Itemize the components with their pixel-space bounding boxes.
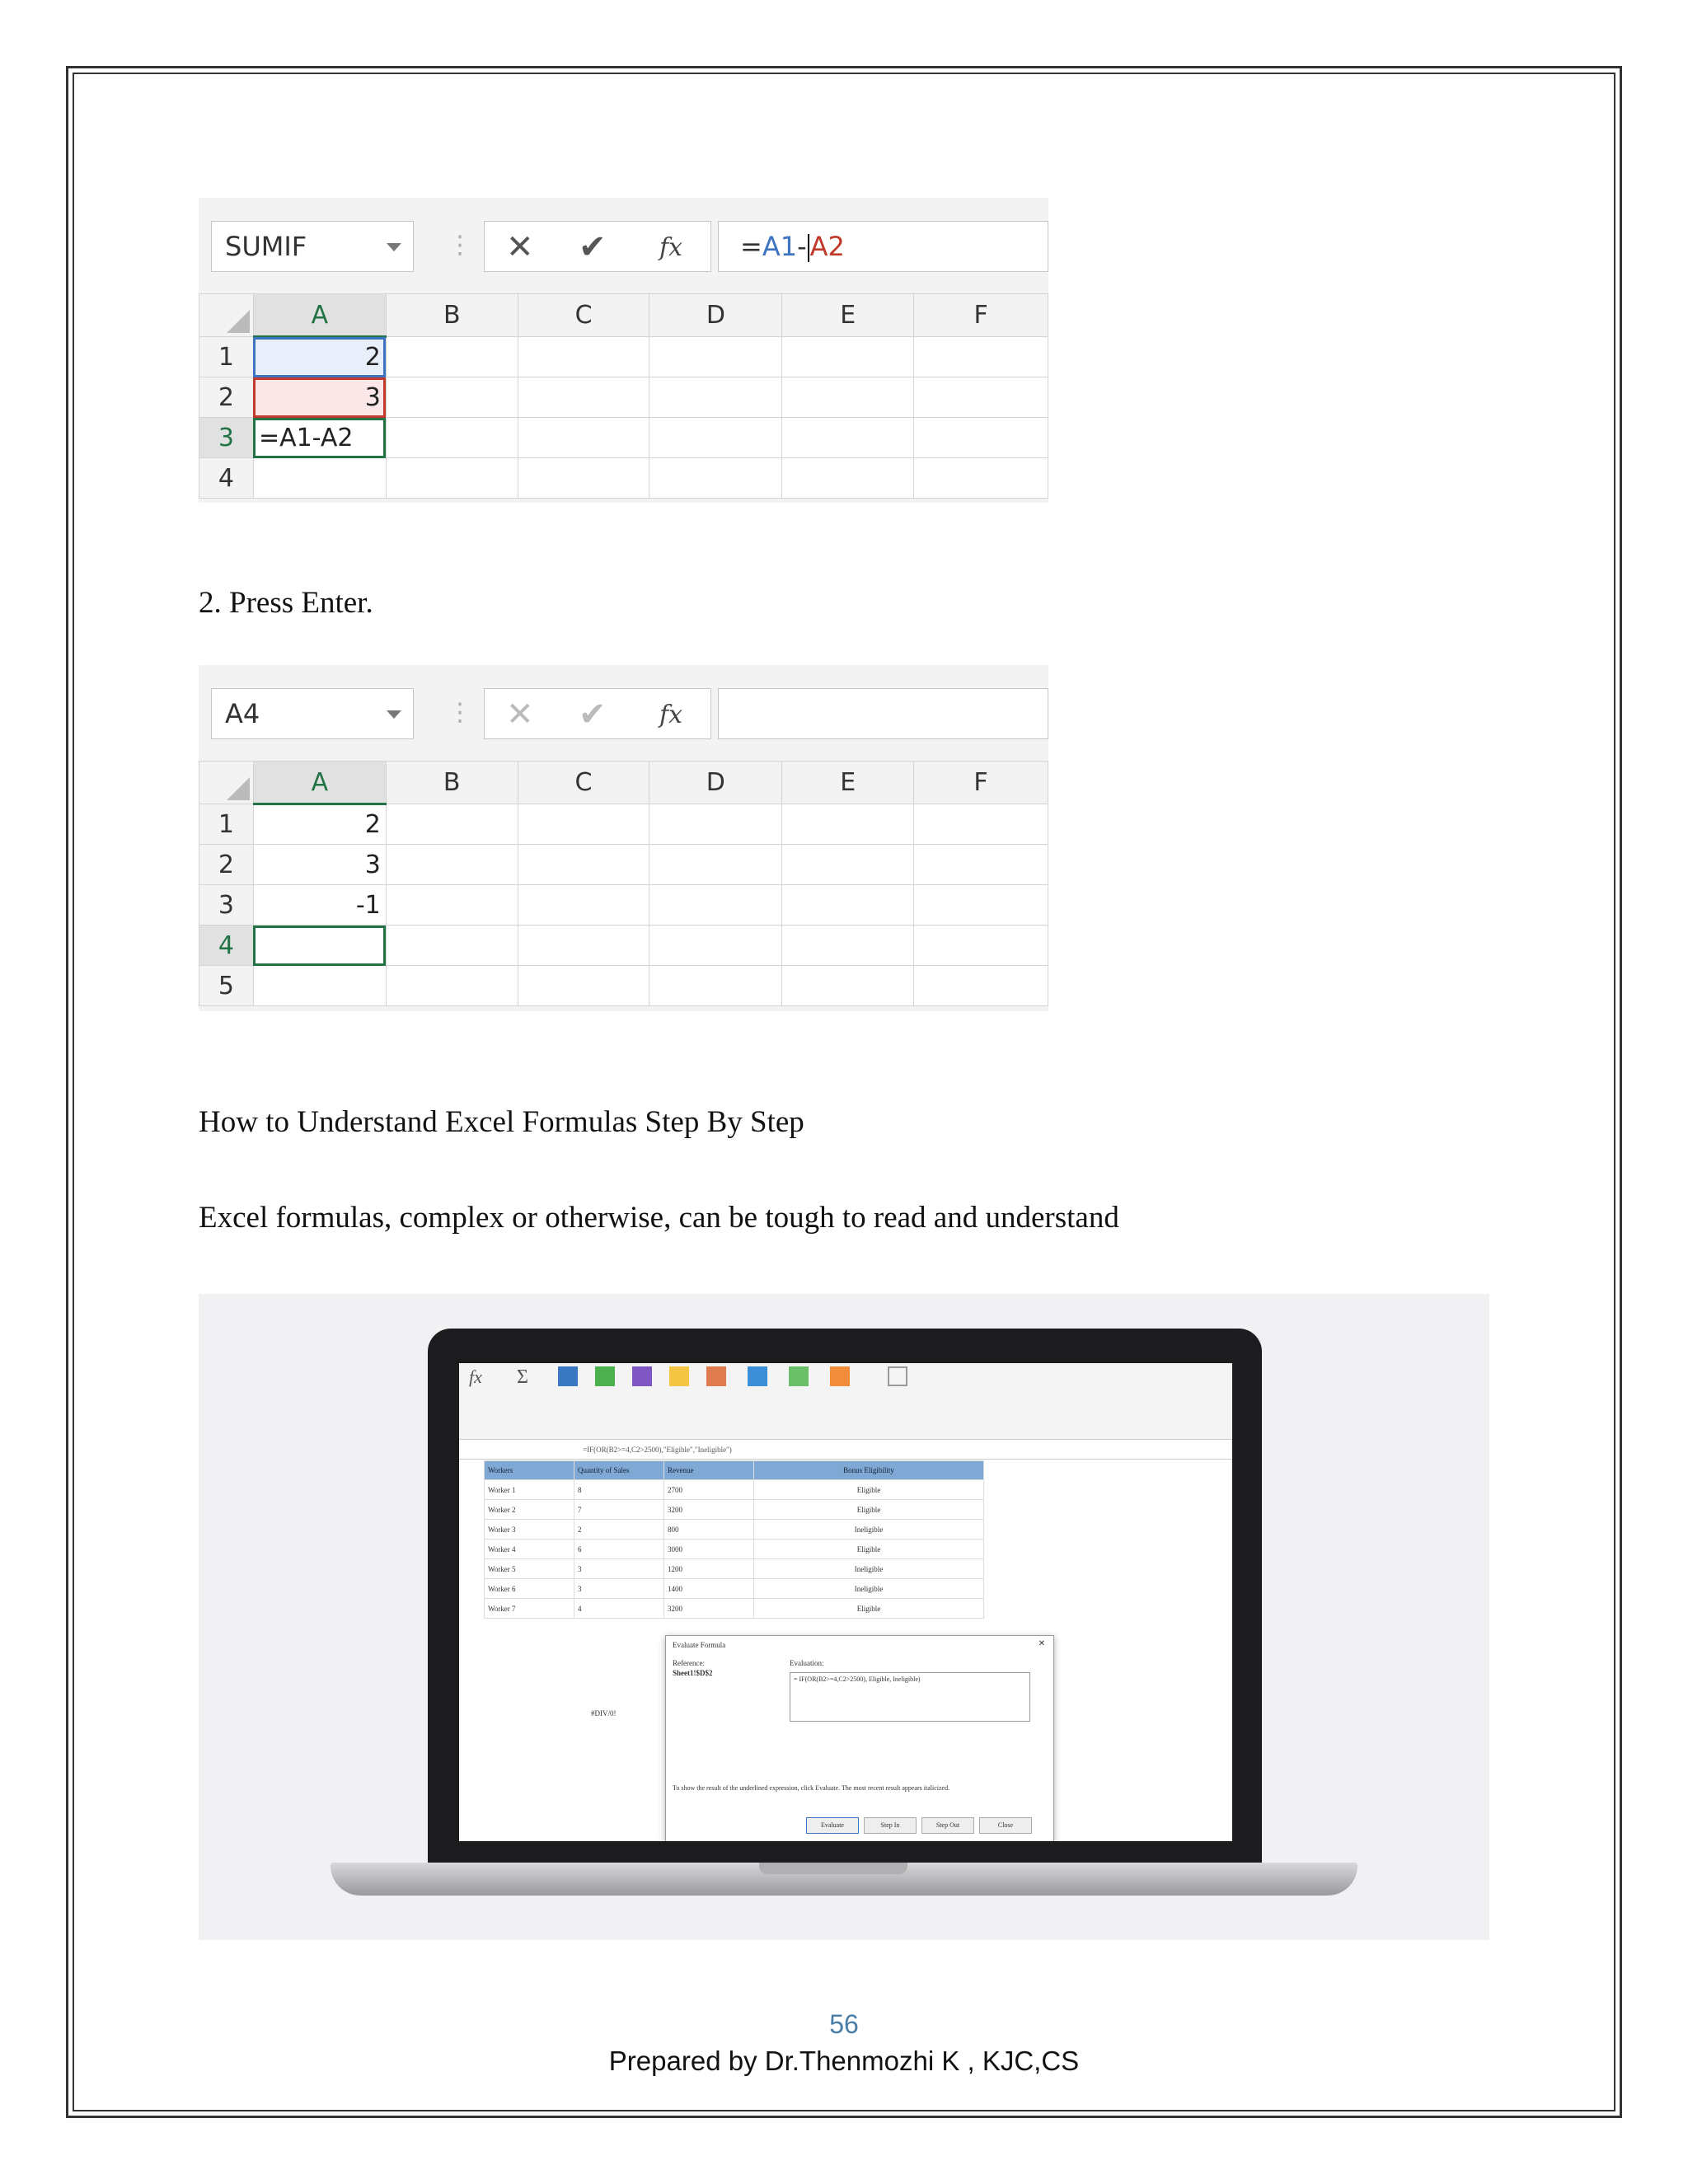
financial-icon (595, 1366, 615, 1386)
cell[interactable] (914, 418, 1048, 458)
excel-snippet-formula (199, 198, 1048, 503)
cell[interactable] (518, 337, 649, 377)
chevron-down-icon[interactable] (387, 710, 401, 719)
header-cell: Quantity of Sales (574, 1461, 664, 1480)
cell: 3 (574, 1579, 664, 1599)
intro-text: Excel formulas, complex or otherwise, can be tough to read and understand (199, 1201, 1119, 1235)
cell-a3-active[interactable]: =A1-A2 (253, 418, 386, 458)
cell[interactable] (386, 337, 518, 377)
laptop-lid (428, 1329, 1262, 1869)
cell-a4-active[interactable] (253, 926, 386, 966)
row-header[interactable]: 3 (199, 418, 254, 458)
row-header[interactable]: 3 (199, 885, 254, 926)
cell[interactable] (782, 804, 914, 845)
cell: 1200 (664, 1559, 754, 1579)
laptop-excel-photo (199, 1294, 1489, 1940)
cell[interactable] (386, 845, 518, 885)
cell[interactable] (649, 377, 782, 418)
cell[interactable] (649, 418, 782, 458)
cell[interactable] (914, 337, 1048, 377)
cell[interactable] (386, 966, 518, 1006)
cell: Eligible (754, 1540, 984, 1559)
cell[interactable] (649, 966, 782, 1006)
date-time-icon (706, 1366, 726, 1386)
math-icon (789, 1366, 809, 1386)
cell[interactable] (782, 418, 914, 458)
text-caret (808, 234, 809, 262)
step-out-button[interactable]: Step Out (921, 1817, 974, 1834)
cell[interactable] (518, 966, 649, 1006)
cell[interactable] (518, 804, 649, 845)
cell[interactable] (386, 804, 518, 845)
evaluate-formula-dialog (665, 1635, 1054, 1841)
spreadsheet-grid (199, 761, 1048, 1006)
chevron-down-icon[interactable] (387, 243, 401, 251)
cell[interactable] (914, 966, 1048, 1006)
column-header[interactable]: F (914, 762, 1048, 804)
recently-used-icon (558, 1366, 578, 1386)
cell[interactable] (649, 804, 782, 845)
cell: Worker 6 (485, 1579, 574, 1599)
fx-icon[interactable]: fx (659, 233, 683, 262)
cell-a2[interactable]: 3 (253, 845, 386, 885)
column-header[interactable]: E (782, 294, 914, 337)
header-cell: Revenue (664, 1461, 754, 1480)
more-icon: ⋮ (448, 231, 471, 260)
cell[interactable] (649, 885, 782, 926)
cell-a5[interactable] (253, 966, 386, 1006)
cell[interactable] (782, 377, 914, 418)
cell: Worker 7 (485, 1599, 574, 1619)
column-header[interactable]: A (253, 762, 386, 804)
cell: 2 (574, 1520, 664, 1540)
excel-snippet-result (199, 665, 1048, 1011)
cancel-icon: ✕ (506, 696, 534, 733)
cell[interactable] (518, 845, 649, 885)
cell[interactable] (782, 926, 914, 966)
cell: 2700 (664, 1480, 754, 1500)
cell: Worker 4 (485, 1540, 574, 1559)
cell[interactable] (386, 418, 518, 458)
cell-a4[interactable] (253, 458, 386, 499)
evaluation-box: = IF(OR(B2>=4,C2>2500), Eligible, Ineligible) (790, 1672, 1030, 1722)
row-header[interactable]: 1 (199, 804, 254, 845)
cell-a1[interactable]: 2 (253, 804, 386, 845)
page-number: 56 (829, 2009, 859, 2039)
cell-a2[interactable]: 3 (253, 377, 386, 418)
cell: 7 (574, 1500, 664, 1520)
row-header[interactable]: 2 (199, 845, 254, 885)
evaluation-label: Evaluation: (790, 1659, 824, 1667)
cell[interactable] (914, 845, 1048, 885)
autosum-icon: Σ (517, 1366, 528, 1388)
column-header[interactable]: F (914, 294, 1048, 337)
cell: Eligible (754, 1599, 984, 1619)
cell: Ineligible (754, 1520, 984, 1540)
cell: Worker 3 (485, 1520, 574, 1540)
name-manager-icon (888, 1366, 907, 1386)
cell: 6 (574, 1540, 664, 1559)
header-cell: Bonus Eligibility (754, 1461, 984, 1480)
cell[interactable] (782, 966, 914, 1006)
row-header[interactable]: 4 (199, 926, 254, 966)
dialog-title: Evaluate Formula (673, 1641, 726, 1649)
evaluate-button[interactable]: Evaluate (806, 1817, 859, 1834)
cell[interactable] (914, 885, 1048, 926)
cell: 3 (574, 1559, 664, 1579)
column-header[interactable]: D (649, 294, 782, 337)
column-header[interactable]: D (649, 762, 782, 804)
cell: Worker 5 (485, 1559, 574, 1579)
step-in-button[interactable]: Step In (864, 1817, 917, 1834)
column-header[interactable]: B (386, 294, 518, 337)
row-header[interactable]: 5 (199, 966, 254, 1006)
cell[interactable] (649, 926, 782, 966)
cell: 8 (574, 1480, 664, 1500)
cell[interactable] (914, 804, 1048, 845)
more-functions-icon (830, 1366, 850, 1386)
cell[interactable] (649, 458, 782, 499)
lookup-icon (748, 1366, 767, 1386)
column-header[interactable]: C (518, 762, 649, 804)
cell-a3[interactable]: -1 (253, 885, 386, 926)
name-box[interactable]: A4 (211, 688, 414, 739)
cell[interactable] (386, 885, 518, 926)
cell[interactable] (914, 458, 1048, 499)
check-icon: ✔ (579, 696, 607, 733)
close-icon[interactable]: ✕ (1038, 1639, 1045, 1648)
row-header[interactable]: 2 (199, 377, 254, 418)
column-header[interactable]: C (518, 294, 649, 337)
name-box[interactable]: SUMIF (211, 221, 414, 272)
cell: 3200 (664, 1500, 754, 1520)
cell: Eligible (754, 1500, 984, 1520)
insert-function-icon: fx (469, 1366, 482, 1387)
laptop-formula-bar: =IF(OR(B2>=4,C2>2500),"Eligible","Ineligible") (459, 1442, 1232, 1460)
cell[interactable] (518, 458, 649, 499)
dialog-note: To show the result of the underlined expression, click Evaluate. The most recent result appears italicized. (673, 1784, 950, 1792)
formula-bar[interactable] (718, 688, 1048, 739)
cell[interactable] (518, 885, 649, 926)
row-header[interactable]: 1 (199, 337, 254, 377)
header-cell: Workers (485, 1461, 574, 1480)
cell: 1400 (664, 1579, 754, 1599)
laptop-notch (759, 1863, 907, 1874)
cell[interactable] (782, 885, 914, 926)
cell[interactable] (914, 926, 1048, 966)
step-text: 2. Press Enter. (199, 586, 373, 620)
column-header[interactable]: E (782, 762, 914, 804)
check-icon[interactable]: ✔ (579, 228, 607, 266)
cell: Ineligible (754, 1559, 984, 1579)
cell[interactable] (914, 377, 1048, 418)
fx-icon[interactable]: fx (659, 701, 683, 729)
error-value: #DIV/0! (591, 1709, 617, 1718)
cell: 3200 (664, 1599, 754, 1619)
cell: 800 (664, 1520, 754, 1540)
cell[interactable] (386, 458, 518, 499)
reference-value: Sheet1!$D$2 (673, 1669, 713, 1677)
cell: Ineligible (754, 1579, 984, 1599)
cell: 4 (574, 1599, 664, 1619)
text-icon (669, 1366, 689, 1386)
select-all-corner[interactable] (199, 762, 254, 804)
formula-buttons (484, 688, 711, 739)
section-heading: How to Understand Excel Formulas Step By Step (199, 1105, 804, 1139)
cell[interactable] (518, 926, 649, 966)
cancel-icon[interactable]: ✕ (506, 228, 534, 266)
cell[interactable] (518, 377, 649, 418)
cell[interactable] (649, 337, 782, 377)
cell: 3000 (664, 1540, 754, 1559)
cell[interactable] (782, 337, 914, 377)
laptop-screen (459, 1363, 1232, 1841)
more-icon: ⋮ (448, 698, 471, 727)
cell[interactable] (518, 418, 649, 458)
column-header[interactable]: A (253, 294, 386, 337)
spreadsheet-grid (199, 293, 1048, 499)
logical-icon (632, 1366, 652, 1386)
cell[interactable] (386, 926, 518, 966)
cell[interactable] (782, 845, 914, 885)
ribbon (459, 1363, 1232, 1440)
laptop-sheet (484, 1460, 984, 1619)
laptop-base (331, 1863, 1357, 1896)
cell: Eligible (754, 1480, 984, 1500)
row-header[interactable]: 4 (199, 458, 254, 499)
cell[interactable] (782, 458, 914, 499)
formula-bar[interactable]: =A1- A2 (718, 221, 1048, 272)
select-all-corner[interactable] (199, 294, 254, 337)
prepared-by: Prepared by Dr.Thenmozhi K , KJC,CS (608, 2046, 1080, 2076)
formula-buttons (484, 221, 711, 272)
reference-label: Reference: (673, 1659, 705, 1667)
cell-a1[interactable]: 2 (253, 337, 386, 377)
cell[interactable] (386, 377, 518, 418)
column-header[interactable]: B (386, 762, 518, 804)
cell: Worker 2 (485, 1500, 574, 1520)
close-button[interactable]: Close (979, 1817, 1032, 1834)
cell[interactable] (649, 845, 782, 885)
cell: Worker 1 (485, 1480, 574, 1500)
